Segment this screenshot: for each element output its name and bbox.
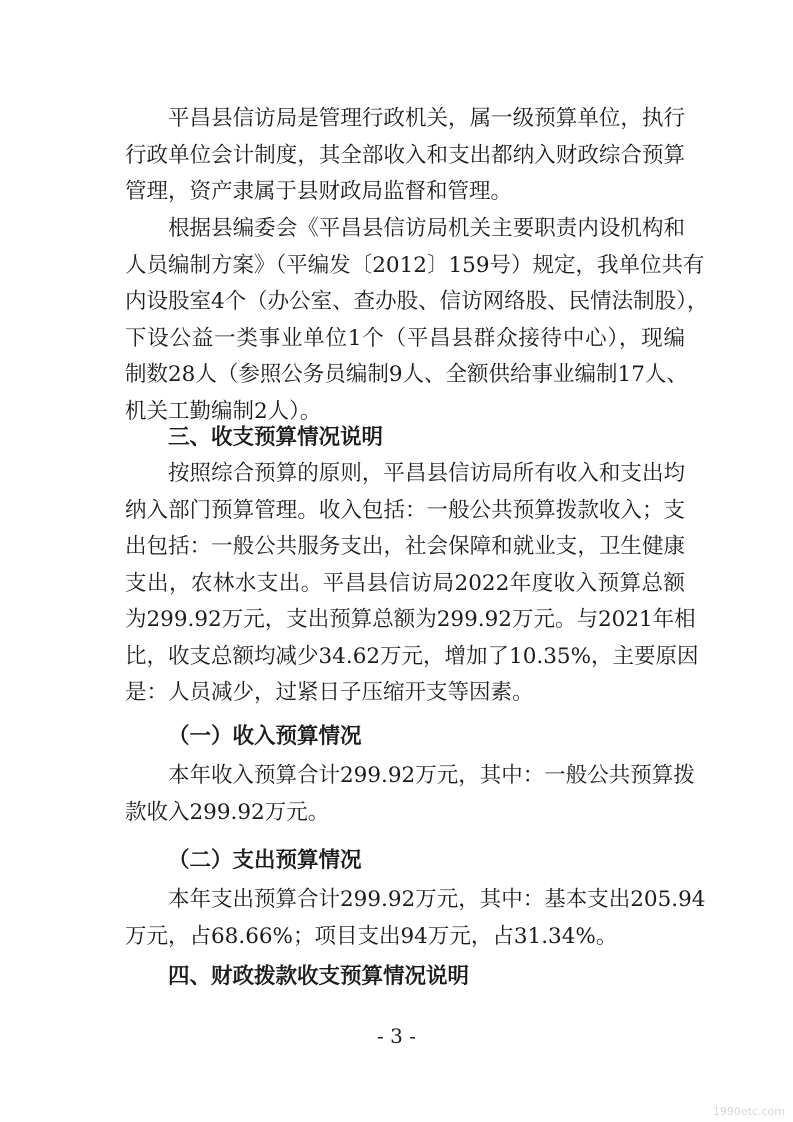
page-number: - 3 - bbox=[377, 1024, 416, 1048]
text-line: 比，收支总额均减少34.62万元，增加了10.35%，主要原因 bbox=[125, 643, 699, 669]
section-heading-4: 四、财政拨款收支预算情况说明 bbox=[168, 964, 470, 989]
text-line: 支出，农林水支出。平昌县信访局2022年度收入预算总额 bbox=[125, 570, 685, 596]
text-line: 万元，占68.66%；项目支出94万元，占31.34%。 bbox=[125, 923, 618, 949]
text-line: 按照综合预算的原则，平昌县信访局所有收入和支出均 bbox=[168, 461, 685, 486]
text-line: 制数28人（参照公务员编制9人、全额供给事业编制17人、 bbox=[125, 362, 688, 387]
text-line: 款收入299.92万元。 bbox=[125, 799, 330, 825]
text-line: 人员编制方案》（平编发〔2012〕159号）规定，我单位共有 bbox=[125, 252, 705, 278]
paragraph-staffing bbox=[125, 211, 709, 430]
text-line: 是：人员减少，过紧日子压缩开支等因素。 bbox=[125, 680, 534, 705]
text-line: 下设公益一类事业单位1个（平昌县群众接待中心），现编 bbox=[125, 325, 685, 351]
text-line: 本年收入预算合计299.92万元，其中：一般公共预算拨 bbox=[168, 763, 695, 788]
text-line: 本年支出预算合计299.92万元，其中：基本支出205.94 bbox=[168, 887, 706, 912]
text-line: 内设股室4个（办公室、查办股、信访网络股、民情法制股）， bbox=[125, 289, 709, 314]
text-line: 机关工勤编制2人）。 bbox=[125, 398, 322, 424]
text-line: 根据县编委会《平昌县信访局机关主要职责内设机构和 bbox=[168, 216, 685, 241]
text-line: 纳入部门预算管理。收入包括：一般公共预算拨款收入；支 bbox=[125, 497, 685, 523]
section-heading-3: 三、收支预算情况说明 bbox=[168, 425, 384, 450]
subsection-heading-expenditure: （二）支出预算情况 bbox=[168, 848, 362, 873]
text-line: 为299.92万元，支出预算总额为299.92万元。与2021年相 bbox=[125, 607, 696, 632]
paragraph-expenditure bbox=[125, 882, 706, 955]
paragraph-budget-summary bbox=[125, 456, 699, 712]
paragraph-unit-overview bbox=[125, 101, 685, 211]
subsection-heading-income: （一）收入预算情况 bbox=[168, 724, 362, 749]
text-line: 行政单位会计制度，其全部收入和支出都纳入财政综合预算 bbox=[125, 142, 685, 168]
text-line: 出包括：一般公共服务支出，社会保障和就业支，卫生健康 bbox=[125, 534, 685, 559]
text-line: 管理，资产隶属于县财政局监督和管理。 bbox=[125, 179, 513, 204]
watermark: 1990etc.com bbox=[712, 1105, 785, 1118]
paragraph-income bbox=[125, 758, 695, 831]
text-line: 平昌县信访局是管理行政机关，属一级预算单位，执行 bbox=[168, 106, 685, 131]
